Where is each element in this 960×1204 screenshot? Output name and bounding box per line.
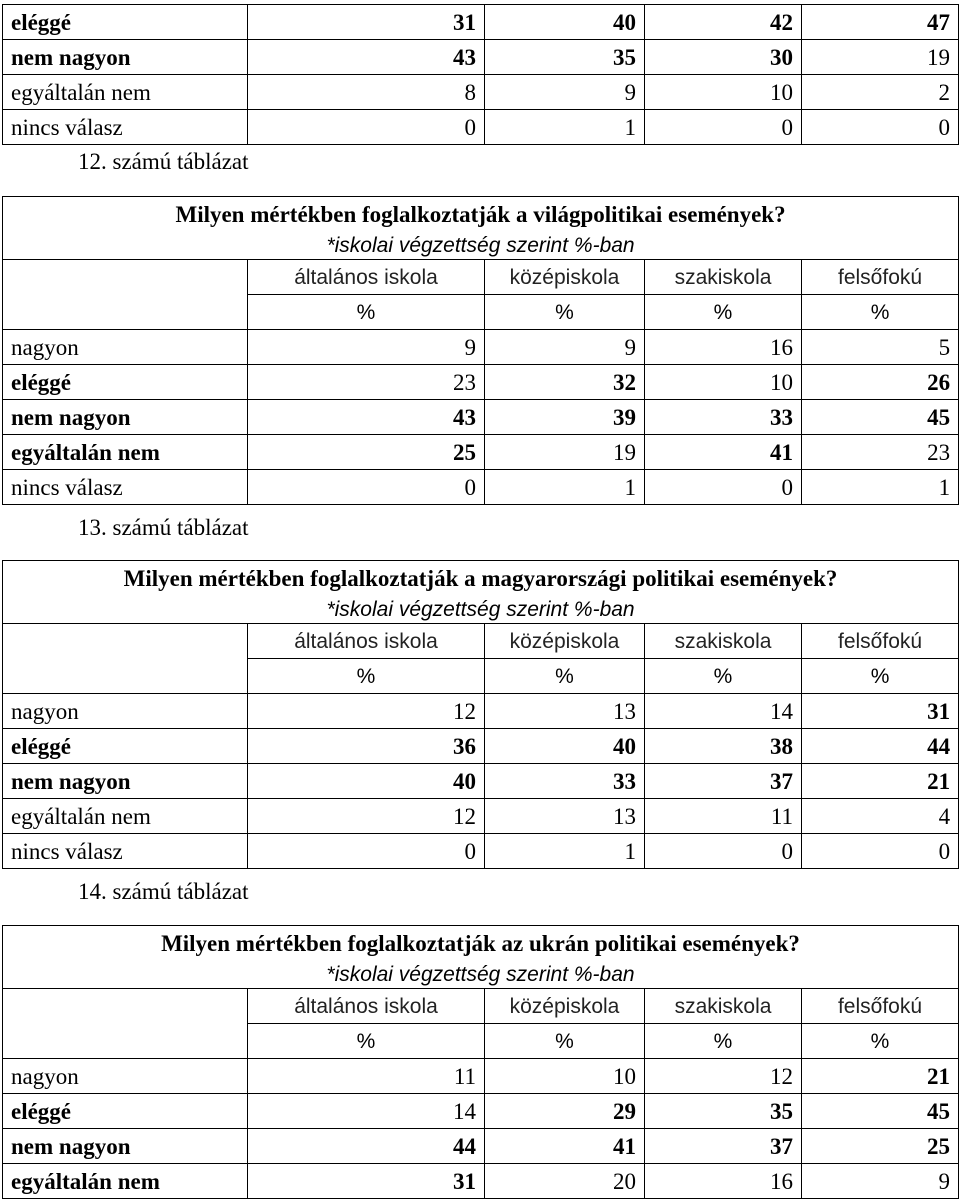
table-13 [2,560,959,869]
row-label: nem nagyon [3,400,248,435]
table-title: Milyen mértékben foglalkoztatják a világpolitikai események? [3,197,959,232]
column-header: felsőfokú [802,624,959,659]
table-cell: 0 [645,110,802,145]
table-cell: 2 [802,75,959,110]
table-cell: 9 [248,330,485,365]
column-header: felsőfokú [802,989,959,1024]
table-subtitle: *iskolai végzettség szerint %-ban [3,960,959,989]
table-cell: 45 [802,400,959,435]
unit-header: % [485,659,645,694]
row-label: eléggé [3,5,248,40]
table-cell: 16 [645,330,802,365]
table-cell: 31 [248,5,485,40]
unit-header: % [485,1024,645,1059]
table-row [3,330,959,365]
row-label: eléggé [3,365,248,400]
table-cell: 1 [802,470,959,505]
unit-header: % [645,1024,802,1059]
table-row [3,799,959,834]
table-cell: 40 [485,729,645,764]
table-cell: 16 [645,1164,802,1199]
table-cell: 35 [485,40,645,75]
unit-header: % [645,659,802,694]
table-row [3,1094,959,1129]
table-cell: 38 [645,729,802,764]
table-cell: 25 [802,1129,959,1164]
table-cell: 25 [248,435,485,470]
table-cell: 0 [802,110,959,145]
table-cell: 0 [645,470,802,505]
table-cell: 0 [645,834,802,869]
table-14 [2,925,959,1199]
table-cell: 0 [248,470,485,505]
table-cell: 8 [248,75,485,110]
column-header: szakiskola [645,989,802,1024]
table-row [3,5,959,40]
table-cell: 31 [802,694,959,729]
table-13-body [3,694,959,869]
column-header: felsőfokú [802,260,959,295]
table-row [3,470,959,505]
table-cell: 5 [802,330,959,365]
table-cell: 21 [802,1059,959,1094]
table-cell: 35 [645,1094,802,1129]
table-caption: 13. számú táblázat [78,515,249,540]
table-cell: 1 [485,834,645,869]
column-header: középiskola [485,989,645,1024]
table-row [3,110,959,145]
table-row [3,694,959,729]
header-blank [3,1024,248,1059]
table-cell: 43 [248,400,485,435]
row-label: egyáltalán nem [3,1164,248,1199]
table-cell: 4 [802,799,959,834]
unit-header: % [248,295,485,330]
row-label: nincs válasz [3,110,248,145]
unit-header: % [485,295,645,330]
table-cell: 45 [802,1094,959,1129]
table-cell: 12 [248,799,485,834]
table-12-body [3,330,959,505]
table-cell: 9 [485,75,645,110]
header-blank [3,295,248,330]
table-cell: 0 [248,110,485,145]
row-label: nagyon [3,330,248,365]
header-blank [3,659,248,694]
table-row [3,400,959,435]
table-14-body [3,1059,959,1199]
table-cell: 19 [802,40,959,75]
table-cell: 1 [485,470,645,505]
table-caption: 14. számú táblázat [78,879,249,904]
table-cell: 37 [645,1129,802,1164]
table-title: Milyen mértékben foglalkoztatják az ukrán politikai események? [3,926,959,961]
table-cell: 0 [802,834,959,869]
table-cell: 10 [645,365,802,400]
table-cell: 41 [645,435,802,470]
table-cell: 42 [645,5,802,40]
table-row [3,834,959,869]
unit-header: % [802,659,959,694]
row-label: egyáltalán nem [3,435,248,470]
table-cell: 11 [248,1059,485,1094]
table-cell: 44 [248,1129,485,1164]
table-cell: 31 [248,1164,485,1199]
table-subtitle: *iskolai végzettség szerint %-ban [3,231,959,260]
table-cell: 11 [645,799,802,834]
unit-header: % [645,295,802,330]
table-cell: 23 [802,435,959,470]
table-row [3,1129,959,1164]
table-cell: 21 [802,764,959,799]
header-blank [3,624,248,659]
table-cell: 0 [248,834,485,869]
row-label: egyáltalán nem [3,75,248,110]
column-header: szakiskola [645,624,802,659]
table-row [3,764,959,799]
unit-header: % [802,1024,959,1059]
table-cell: 44 [802,729,959,764]
table-cell: 14 [645,694,802,729]
unit-header: % [802,295,959,330]
column-header: általános iskola [248,624,485,659]
table-cell: 13 [485,694,645,729]
row-label: nincs válasz [3,834,248,869]
table-title: Milyen mértékben foglalkoztatják a magyarországi politikai események? [3,561,959,596]
table-row [3,365,959,400]
table-subtitle: *iskolai végzettség szerint %-ban [3,595,959,624]
table-cell: 9 [485,330,645,365]
table-cell: 30 [645,40,802,75]
header-blank [3,989,248,1024]
table-cell: 41 [485,1129,645,1164]
row-label: nem nagyon [3,764,248,799]
table-cell: 29 [485,1094,645,1129]
table-cell: 19 [485,435,645,470]
row-label: nagyon [3,1059,248,1094]
row-label: eléggé [3,1094,248,1129]
column-header: általános iskola [248,260,485,295]
table-cell: 12 [645,1059,802,1094]
table-11-continuation [2,4,959,145]
table-cell: 32 [485,365,645,400]
table-cell: 13 [485,799,645,834]
table-cell: 33 [485,764,645,799]
table-cell: 40 [485,5,645,40]
header-blank [3,260,248,295]
row-label: nagyon [3,694,248,729]
table-cell: 9 [802,1164,959,1199]
table-cell: 10 [485,1059,645,1094]
table-row [3,40,959,75]
table-cell: 12 [248,694,485,729]
table-cell: 23 [248,365,485,400]
table-cell: 10 [645,75,802,110]
table-cell: 33 [645,400,802,435]
row-label: egyáltalán nem [3,799,248,834]
table-12 [2,196,959,505]
column-header: általános iskola [248,989,485,1024]
table-11-body [3,5,959,145]
table-cell: 20 [485,1164,645,1199]
table-cell: 26 [802,365,959,400]
row-label: nem nagyon [3,1129,248,1164]
table-cell: 39 [485,400,645,435]
table-cell: 36 [248,729,485,764]
table-row [3,1164,959,1199]
column-header: szakiskola [645,260,802,295]
table-cell: 43 [248,40,485,75]
unit-header: % [248,659,485,694]
table-row [3,1059,959,1094]
table-cell: 14 [248,1094,485,1129]
table-cell: 47 [802,5,959,40]
table-caption: 12. számú táblázat [78,149,249,174]
column-header: középiskola [485,260,645,295]
table-cell: 37 [645,764,802,799]
table-cell: 1 [485,110,645,145]
table-cell: 40 [248,764,485,799]
row-label: nem nagyon [3,40,248,75]
column-header: középiskola [485,624,645,659]
row-label: eléggé [3,729,248,764]
table-row [3,435,959,470]
row-label: nincs válasz [3,470,248,505]
table-row [3,75,959,110]
unit-header: % [248,1024,485,1059]
table-row [3,729,959,764]
